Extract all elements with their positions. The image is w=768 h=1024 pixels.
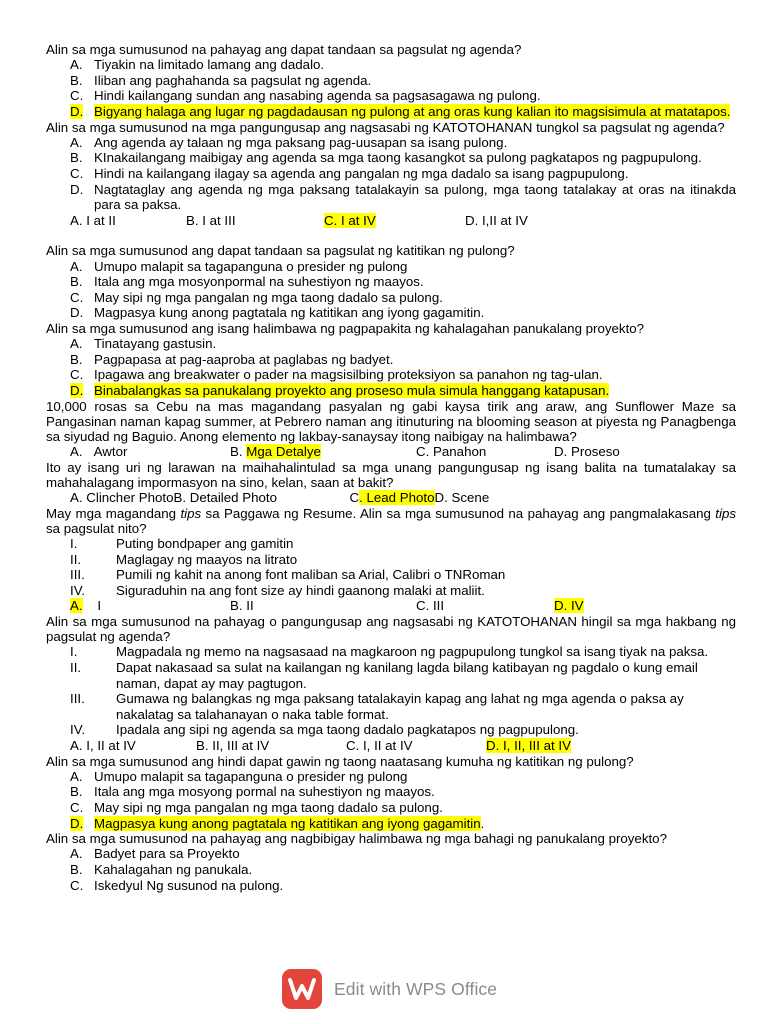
option-i: I. Magpadala ng memo na nagsasaad na magkaroon ng pagpupulong tungkol sa isang tiyak na paksa. bbox=[70, 644, 709, 660]
option-a: A. Badyet para sa Proyekto bbox=[70, 846, 240, 862]
question-6-choices bbox=[46, 490, 736, 506]
question-5-choices bbox=[46, 444, 736, 460]
question-8-options bbox=[46, 644, 736, 738]
choice-a: A. I at II bbox=[70, 212, 116, 228]
document-body bbox=[46, 42, 736, 893]
option-d-answer: D. Magpasya kung anong pagtatala ng katitikan ang iyong gagamitin. bbox=[70, 815, 485, 831]
option-ii: II. Dapat nakasaad sa sulat na kailangan ng kanilang lagda bilang katibayan ng pagdalo o kung email naman, dapat ay may pagtugon. bbox=[70, 660, 698, 691]
choice-b: B. II, III at IV bbox=[196, 738, 270, 754]
choice-d-answer: D. I, II, III at IV bbox=[486, 738, 571, 754]
choice-c-answer: C. I at IV bbox=[324, 212, 376, 228]
option-a: A. Tinatayang gastusin. bbox=[70, 336, 217, 352]
question-10-text: Alin sa mga sumusunod na pahayag ang nagbibigay halimbawa ng mga bahagi ng panukalang proyekto? bbox=[46, 831, 667, 847]
option-d: D. Magpasya kung anong pagtatala ng katitikan ang iyong gagamitin. bbox=[70, 305, 485, 321]
choice-d bbox=[554, 598, 584, 614]
highlighted-answer: Magpasya kung anong pagtatala ng katitikan ang iyong gagamitin bbox=[94, 815, 481, 831]
question-2-options bbox=[46, 135, 736, 213]
choice-d-answer: D. IV bbox=[554, 598, 584, 614]
option-c: C. May sipi ng mga pangalan ng mga taong dadalo sa pulong. bbox=[70, 289, 443, 305]
choice-a-marker: A. bbox=[70, 598, 83, 614]
question-9-options bbox=[46, 769, 736, 831]
choice-c: C. I, II at IV bbox=[346, 738, 413, 754]
highlighted-answer: Binabalangkas sa panukalang proyekto ang proseso mula simula hanggang katapusan. bbox=[94, 382, 610, 398]
choice-a: A. Awtor bbox=[70, 444, 128, 460]
option-a: A. Ang agenda ay talaan ng mga paksang pag-uusapan sa isang pulong. bbox=[70, 134, 508, 150]
option-b: B. Iliban ang paghahanda sa pagsulat ng agenda. bbox=[70, 72, 372, 88]
question-2-choices bbox=[46, 213, 736, 229]
choice-a: A. I bbox=[70, 598, 102, 614]
choice-a: A. I, II at IV bbox=[70, 738, 136, 754]
option-d-answer: D. Binabalangkas sa panukalang proyekto ang proseso mula simula hanggang katapusan. bbox=[70, 382, 610, 398]
choice-c-answer: . Lead Photo bbox=[359, 490, 435, 506]
question-4-options bbox=[46, 336, 736, 398]
question-4-text: Alin sa mga sumusunod ang isang halimbawa ng pagpapakita ng kahalagahan panukalang proyekto? bbox=[46, 320, 645, 336]
option-a: A. Umupo malapit sa tagapanguna o presider ng pulong bbox=[70, 768, 408, 784]
option-iv: IV. Siguraduhin na ang font size ay hindi gaanong malaki at maliit. bbox=[70, 582, 485, 598]
choice-b: B. I at III bbox=[186, 212, 236, 228]
choice-c: C. Lead Photo bbox=[349, 490, 435, 506]
wps-watermark[interactable] bbox=[282, 969, 497, 1009]
option-c: C. Hindi na kailangang ilagay sa agenda ang pangalan ng mga dadalo sa isang pagpupulong. bbox=[70, 165, 629, 181]
question-8-text: Alin sa mga sumusunod na pahayag o pangungusap ang nagsasabi ng KATOTOHANAN hingil sa mga hakbang ng pagsulat ng agenda? bbox=[46, 614, 736, 645]
question-7-choices bbox=[46, 598, 736, 614]
question-2-text: Alin sa mga sumusunod na mga pangungusap ang nagsasabi ng KATOTOHANAN tungkol sa pagsulat ng agenda? bbox=[46, 119, 725, 135]
question-3-text: Alin sa mga sumusunod ang dapat tandaan sa pagsulat ng katitikan ng pulong? bbox=[46, 243, 515, 259]
option-iv: IV. Ipadala ang sipi ng agenda sa mga taong dadalo pagkatapos ng pagpupulong. bbox=[70, 722, 579, 738]
question-1-options bbox=[46, 57, 736, 119]
choice-a: A. Clincher Photo bbox=[70, 490, 174, 506]
choice-d: D. I,II at IV bbox=[465, 212, 528, 228]
question-9-text: Alin sa mga sumusunod ang hindi dapat gawin ng taong naatasang kumuha ng katitikan ng pulong? bbox=[46, 753, 634, 769]
question-8-choices bbox=[46, 738, 736, 754]
choice-d: D. Scene bbox=[434, 490, 490, 506]
question-5-text: 10,000 rosas sa Cebu na mas magandang pasyalan ng gabi kaysa tirik ang araw, ang Sunflower Maze sa Pangasinan naman kapag summer, at Pebrero naman ang itinuturing na blooming season at piyesta ng Panagbenga sa siyudad ng Baguio. Anong elemento ng lakbay-sanaysay itong naibigay na halimbawa? bbox=[46, 398, 736, 444]
choice-b: B. Mga Detalye bbox=[230, 444, 321, 460]
watermark-text: Edit with WPS Office bbox=[334, 978, 498, 999]
choice-d bbox=[486, 738, 571, 754]
choice-b: B. Detailed Photo bbox=[173, 490, 277, 506]
option-iii: III. Pumili ng kahit na anong font maliban sa Arial, Calibri o TNRoman bbox=[70, 567, 506, 583]
option-b: B. Kahalagahan ng panukala. bbox=[70, 862, 253, 878]
option-a: A. Tiyakin na limitado lamang ang dadalo. bbox=[70, 57, 325, 73]
option-b: B. KInakailangang maibigay ang agenda sa mga taong kasangkot sa pulong pagkatapos ng pagpupulong. bbox=[70, 150, 702, 166]
question-7-options bbox=[46, 536, 736, 598]
question-3-options bbox=[46, 259, 736, 321]
option-b: B. Itala ang mga mosyong pormal na suhestiyon ng maayos. bbox=[70, 784, 435, 800]
option-b: B. Itala ang mga mosyonpormal na suhestiyon ng maayos. bbox=[70, 274, 424, 290]
option-c: C. Iskedyul Ng susunod na pulong. bbox=[70, 877, 284, 893]
option-a: A. Umupo malapit sa tagapanguna o presider ng pulong bbox=[70, 258, 408, 274]
option-b: B. Pagpapasa at pag-aaproba at paglabas ng badyet. bbox=[70, 351, 394, 367]
question-7-text: May mga magandang tips sa Paggawa ng Resume. Alin sa mga sumusunod na pahayag ang pangmalakasang tips sa pagsulat nito? bbox=[46, 505, 736, 536]
option-d: D. Nagtataglay ang agenda ng mga paksang tatalakayin sa pulong, mga taong tatalakay at oras na itinakda para sa paksa. bbox=[70, 181, 736, 213]
option-c: C. Hindi kailangang sundan ang nasabing agenda sa pagsasagawa ng pulong. bbox=[70, 88, 541, 104]
option-ii: II. Maglagay ng maayos na litrato bbox=[70, 551, 298, 567]
question-10-options bbox=[46, 846, 736, 893]
wps-logo-icon bbox=[282, 969, 322, 1009]
question-1-text: Alin sa mga sumusunod na pahayag ang dapat tandaan sa pagsulat ng agenda? bbox=[46, 42, 522, 57]
option-c: C. May sipi ng mga pangalan ng mga taong dadalo sa pulong. bbox=[70, 800, 443, 816]
question-6-text: Ito ay isang uri ng larawan na maihahalintulad sa mga unang pangungusap ng isang balita na tumatalakay sa mahahalagang impormasyon na sino, kelan, saan at bakit? bbox=[46, 459, 736, 490]
choice-d: D. Proseso bbox=[554, 444, 620, 460]
choice-b-answer: Mga Detalye bbox=[246, 444, 321, 460]
option-iii: III. Gumawa ng balangkas ng mga paksang tatalakayin kapag ang lahat ng mga agenda o paksa ay nakalatag sa talahanayan o naka table format. bbox=[70, 691, 684, 722]
option-i: I. Puting bondpaper ang gamitin bbox=[70, 536, 294, 552]
choice-c: C. III bbox=[416, 598, 445, 614]
option-c: C. Ipagawa ang breakwater o pader na magsisilbing proteksiyon sa panahon ng tag-ulan. bbox=[70, 367, 603, 383]
highlighted-answer: Bigyang halaga ang lugar ng pagdadausan ng pulong at ang oras kung kalian ito magsisimula at matatapos. bbox=[94, 103, 731, 119]
option-d-answer: D. Bigyang halaga ang lugar ng pagdadausan ng pulong at ang oras kung kalian ito magsisimula at matatapos. bbox=[70, 103, 731, 119]
choice-b: B. II bbox=[230, 598, 254, 614]
choice-c: C. Panahon bbox=[416, 444, 487, 460]
